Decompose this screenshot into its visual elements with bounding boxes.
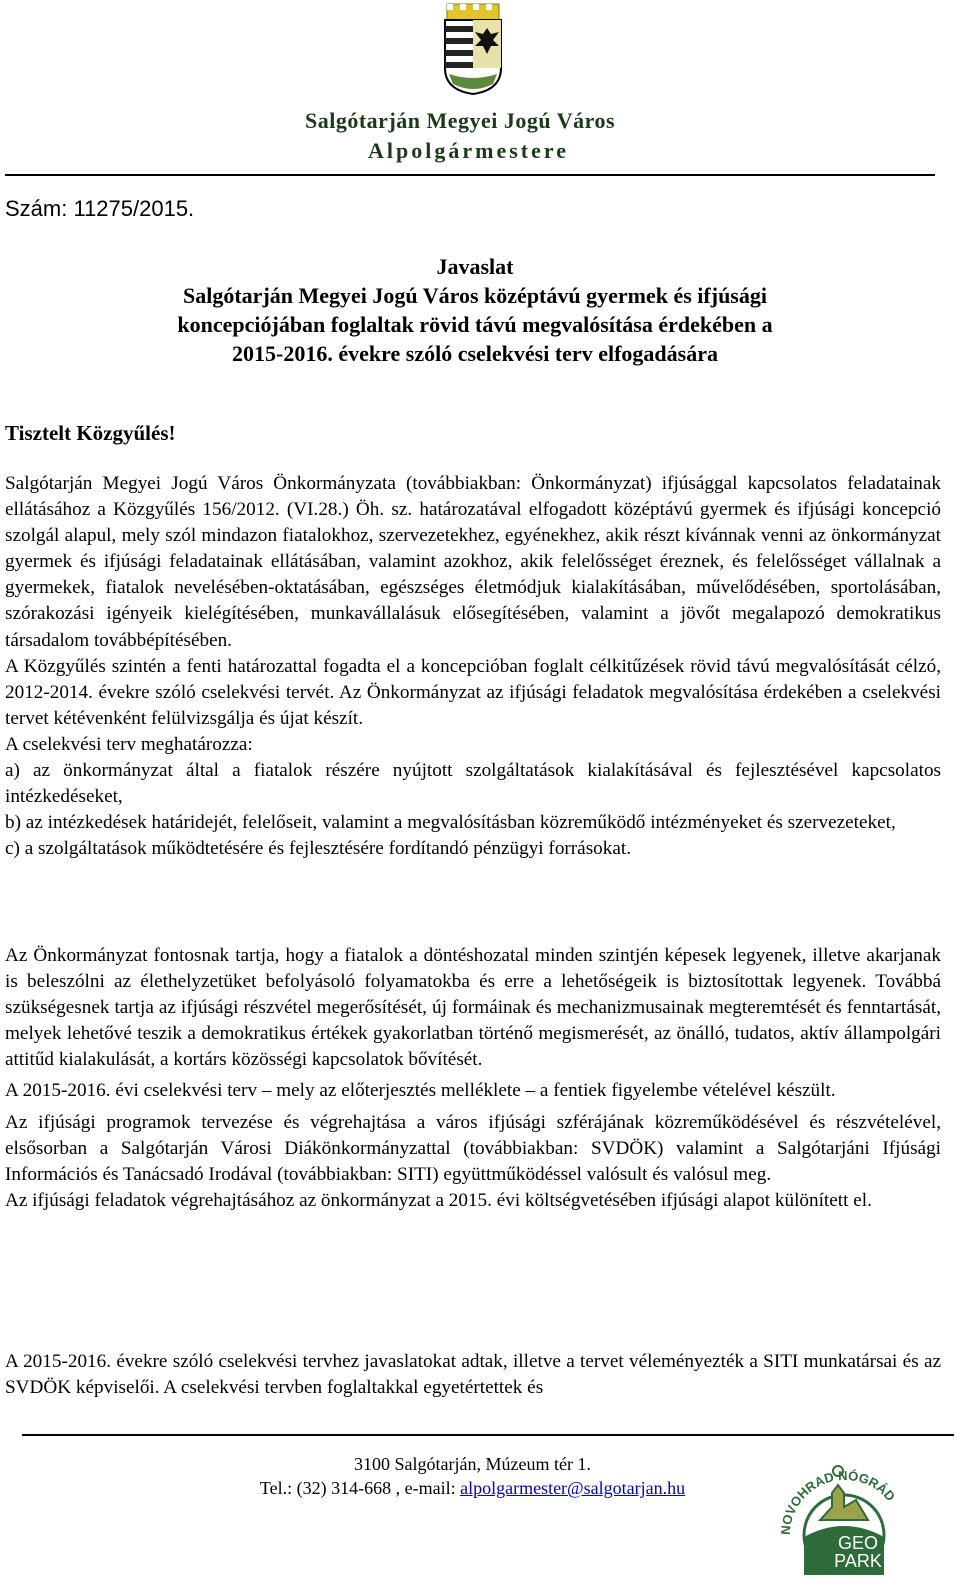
title-line: 2015-2016. évekre szóló cselekvési terv elfogadására xyxy=(232,341,718,366)
paragraph: Az Önkormányzat fontosnak tartja, hogy a fiatalok a döntéshozatal minden szintjén képesek legyenek, illetve akarjanak is beleszólni az élethelyzetüket befolyásoló folyamatokba és erre a lehetőségeik is biztosítottak legyenek. Továbbá szükségesnek tartja az ifjúsági részvétel megerősítését, új formáinak és mechanizmusainak megteremtését és fenntartását, melyek lehetővé teszik a demokratikus értékek gyakorlatban történő megismerését, az önálló, tudatos, aktív állampolgári attitűd kialakulását, a kortárs közösségi kapcsolatok bővítését. xyxy=(5,945,941,1071)
paragraph: A cselekvési terv meghatározza: xyxy=(5,733,253,755)
header-divider xyxy=(5,174,935,176)
geopark-arc-text: NOVOHRAD NÓGRÁD xyxy=(777,1467,899,1536)
title-line: Javaslat xyxy=(436,254,514,279)
document-title xyxy=(60,252,890,368)
footer-contact xyxy=(200,1476,745,1500)
reference-number: Szám: 11275/2015. xyxy=(5,196,195,221)
paragraph: Az ifjúsági programok tervezése és végrehajtása a város ifjúsági szférájának közreműködésével és részvételével, elsősorban a Salgótarján Városi Diákönkormányzattal (továbbiakban: SVDÖK) valamint a Salgótarjáni Ifjúsági Információs és Tanácsadó Irodával (továbbiakban: SITI) együttműködéssel valósult és valósul meg. xyxy=(5,1111,941,1185)
paragraph: Salgótarján Megyei Jogú Város Önkormányzata (továbbiakban: Önkormányzat) ifjúsággal kapcsolatos feladatainak ellátásához a Közgyűlés 156/2012. (VI.28.) Öh. sz. határozatával elfogadott középtávú gyermek és ifjúsági koncepció szolgál alapul, mely szól mindazon fiatalokhoz, szervezetekhez, egyénekhez, akik részt kívánnak venni az önkormányzat gyermek és ifjúsági feladatainak ellátásában, valamint azokhoz, akik felelősséget éreznek, és felelősséget vállalnak a gyermekek, fiatalok nevelésében-oktatásában, egészséges életmódjuk kialakításában, művelődésében, sportolásában, szórakozási igényeik kielégítésében, munkavállalásuk elősegítésében, valamint a jövőt megalapozó demokratikus társadalom továbbépítésében. xyxy=(5,473,941,651)
paragraph: A 2015-2016. évekre szóló cselekvési tervhez javaslatokat adtak, illetve a tervet véleményezték a SITI munkatársai és az SVDÖK képviselői. A cselekvési tervben foglaltakkal egyetértettek és xyxy=(5,1351,941,1399)
greeting: Tisztelt Közgyűlés! xyxy=(5,421,176,445)
body-block-2 xyxy=(5,943,941,1214)
email-link[interactable]: alpolgarmester@salgotarjan.hu xyxy=(460,1478,686,1498)
paragraph: b) az intézkedések határidejét, felelőseit, valamint a megvalósításban közreműködő intézményeket és szervezeteket, xyxy=(5,812,896,834)
body-block-3 xyxy=(5,1349,941,1401)
paragraph: A 2015-2016. évi cselekvési terv – mely az előterjesztés melléklete – a fentiek figyelembe vételével készült. xyxy=(5,1080,836,1102)
paragraph: A Közgyűlés szintén a fenti határozattal fogadta el a koncepcióban foglalt célkitűzések rövid távú megvalósítását célzó, 2012-2014. évekre szóló cselekvési tervét. Az Önkormányzat az ifjúsági feladatok megvalósítása érdekében a cselekvési tervet kétévenként felülvizsgálja és újat készít. xyxy=(5,655,941,729)
footer-divider xyxy=(22,1434,954,1436)
geopark-logo-icon xyxy=(772,1445,912,1575)
coat-of-arms-icon xyxy=(441,2,505,96)
paragraph: Az ifjúsági feladatok végrehajtásához az önkormányzat a 2015. évi költségvetésében ifjúsági alapot különített el. xyxy=(5,1189,872,1211)
org-name: Salgótarján Megyei Jogú Város xyxy=(305,108,616,133)
body-block-1 xyxy=(5,471,941,862)
footer xyxy=(200,1452,745,1500)
paragraph: c) a szolgáltatások működtetésére és fejlesztésére fordítandó pénzügyi forrásokat. xyxy=(5,838,632,860)
paragraph: a) az önkormányzat által a fiatalok részére nyújtott szolgáltatások kialakításával és fejlesztésével kapcsolatos intézkedéseket, xyxy=(5,760,941,808)
geopark-word1: GEO xyxy=(837,1533,879,1553)
title-line: Salgótarján Megyei Jogú Város középtávú gyermek és ifjúsági xyxy=(183,283,767,308)
title-line: koncepciójában foglaltak rövid távú megvalósítása érdekében a xyxy=(177,312,773,337)
footer-address: 3100 Salgótarján, Múzeum tér 1. xyxy=(354,1454,591,1474)
office-name: Alpolgármestere xyxy=(368,138,569,163)
footer-phone: Tel.: (32) 314-668 , e-mail: xyxy=(259,1478,461,1498)
geopark-word2: PARK xyxy=(834,1551,882,1571)
